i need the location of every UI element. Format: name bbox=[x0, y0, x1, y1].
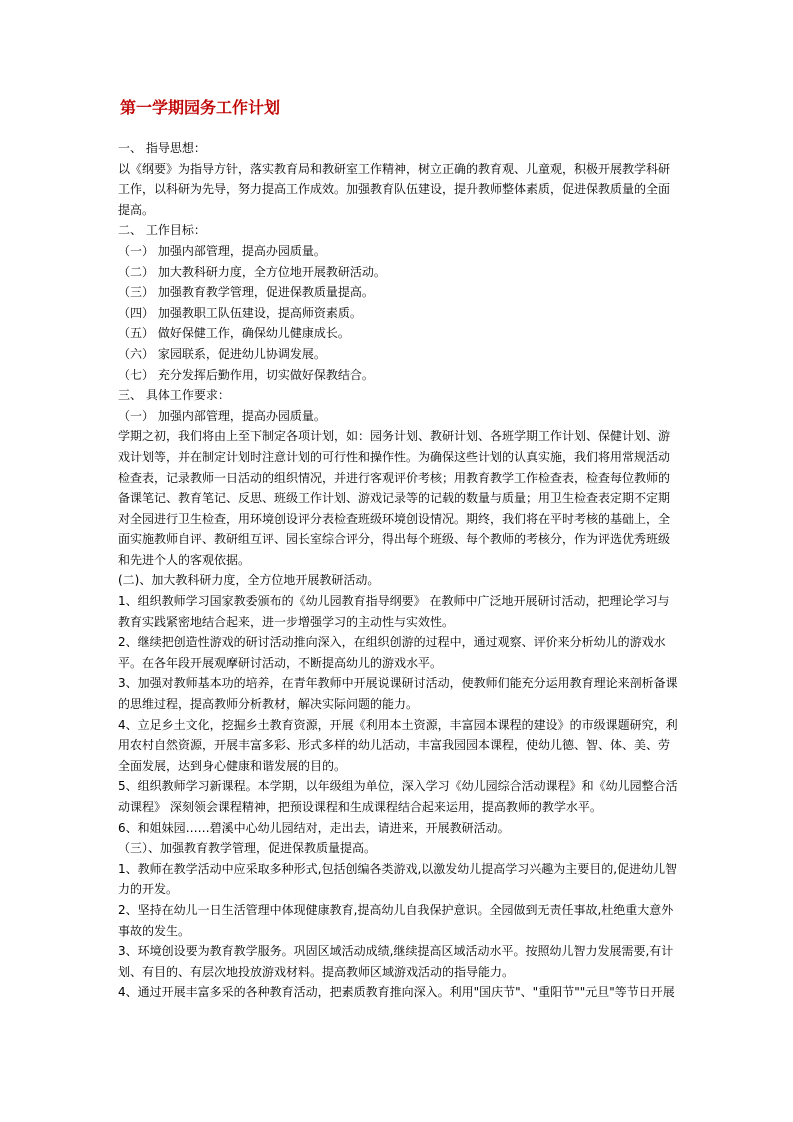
paragraph: 3、加强对教师基本功的培养，在青年教师中开展说课研讨活动，使教师们能充分运用教育理论来剖析备课的思维过程，提高教师分析教材，解决实际问题的能力。 bbox=[118, 676, 678, 712]
paragraph: （一） 加强内部管理，提高办园质量。 bbox=[118, 243, 326, 258]
paragraph: （六） 家园联系，促进幼儿协调发展。 bbox=[118, 346, 326, 361]
paragraph: （三）、加强教育教学管理，促进保教质量提高。 bbox=[118, 841, 377, 856]
paragraph: 4、立足乡土文化，挖掘乡土教育资源，开展《利用本土资源，丰富园本课程的建设》的市级课题研究，利用农村自然资源，开展丰富多彩、形式多样的幼儿活动，丰富我园园本课程，使幼儿德、智、体、美、劳全面发展，达到身心健康和谐发展的目的。 bbox=[118, 717, 678, 773]
paragraph: 一、 指导思想： bbox=[118, 141, 206, 155]
document-title: 第一学期园务工作计划 bbox=[120, 98, 281, 117]
paragraph: （五） 做好保健工作，确保幼儿健康成长。 bbox=[118, 326, 350, 341]
paragraph: 学期之初，我们将由上至下制定各项计划，如：园务计划、教研计划、各班学期工作计划、保健计划、游戏计划等，并在制定计划时注意计划的可行性和操作性。为确保这些计划的认真实施，我们将用常规活动检查表，记录教师一日活动的组织情况，并进行客观评价考核；用教育教学工作检查表，检查每位教师的备课笔记、教育笔记、反思、班级工作计划、游戏记录等的记载的数量与质量；用卫生检查表定期不定期对全园进行卫生检查，用环境创设评分表检查班级环境创设情况。期终，我们将在平时考核的基础上，全面实施教师自评、教研组互评、园长室综合评分，得出每个班级、每个教师的考核分，作为评选优秀班级和先进个人的客观依据。 bbox=[118, 429, 671, 567]
paragraph: 5、组织教师学习新课程。本学期，以年级组为单位，深入学习《幼儿园综合活动课程》和《幼儿园整合活动课程》 深刻领会课程精神，把预设课程和生成课程结合起来运用，提高教师的教学水平。 bbox=[118, 779, 678, 814]
paragraph: （一） 加强内部管理，提高办园质量。 bbox=[118, 408, 326, 423]
paragraph: 4、通过开展丰富多采的各种教育活动，把素质教育推向深入。利用"国庆节"、"重阳节""元旦"等节日开展 bbox=[118, 985, 675, 1000]
paragraph: 6、和姐妹园……碧溪中心幼儿园结对，走出去，请进来，开展教研活动。 bbox=[118, 820, 510, 835]
paragraph: (二)、加大教科研力度，全方位地开展教研活动。 bbox=[118, 573, 380, 588]
document-body bbox=[118, 138, 678, 1003]
paragraph: （二） 加大教科研力度，全方位地开展教研活动。 bbox=[118, 264, 386, 279]
paragraph: （四） 加强教职工队伍建设，提高师资素质。 bbox=[118, 305, 362, 320]
paragraph: 1、组织教师学习国家教委颁布的《幼儿园教育指导纲要》 在教师中广泛地开展研讨活动，把理论学习与教育实践紧密地结合起来，进一步增强学习的主动性与实效性。 bbox=[118, 594, 670, 629]
paragraph: （七） 充分发挥后勤作用，切实做好保教结合。 bbox=[118, 367, 374, 382]
paragraph: 2、继续把创造性游戏的研讨活动推向深入，在组织创游的过程中，通过观察、评价来分析幼儿的游戏水平。在各年段开展观摩研讨活动，不断提高幼儿的游戏水平。 bbox=[118, 635, 666, 670]
paragraph: （三） 加强教育教学管理，促进保教质量提高。 bbox=[118, 285, 374, 300]
paragraph: 二、 工作目标： bbox=[118, 223, 206, 238]
paragraph: 2、坚持在幼儿一日生活管理中体现健康教育,提高幼儿自我保护意识。全园做到无责任事故,杜绝重大意外事故的发生。 bbox=[118, 902, 674, 938]
paragraph: 3、环境创设要为教育教学服务。巩固区域活动成绩,继续提高区域活动水平。按照幼儿智力发展需要,有计划、有目的、有层次地投放游戏材料。提高教师区域游戏活动的指导能力。 bbox=[118, 944, 674, 979]
paragraph: 1、教师在教学活动中应采取多种形式,包括创编各类游戏,以激发幼儿提高学习兴趣为主要目的,促进幼儿智力的开发。 bbox=[118, 861, 678, 897]
paragraph: 以《纲要》为指导方针，落实教育局和教研室工作精神，树立正确的教育观、儿童观，积极开展教学科研工作，以科研为先导，努力提高工作成效。加强教育队伍建设，提升教师整体素质，促进保教质量的全面提高。 bbox=[118, 161, 671, 217]
paragraph: 三、 具体工作要求： bbox=[118, 388, 230, 403]
